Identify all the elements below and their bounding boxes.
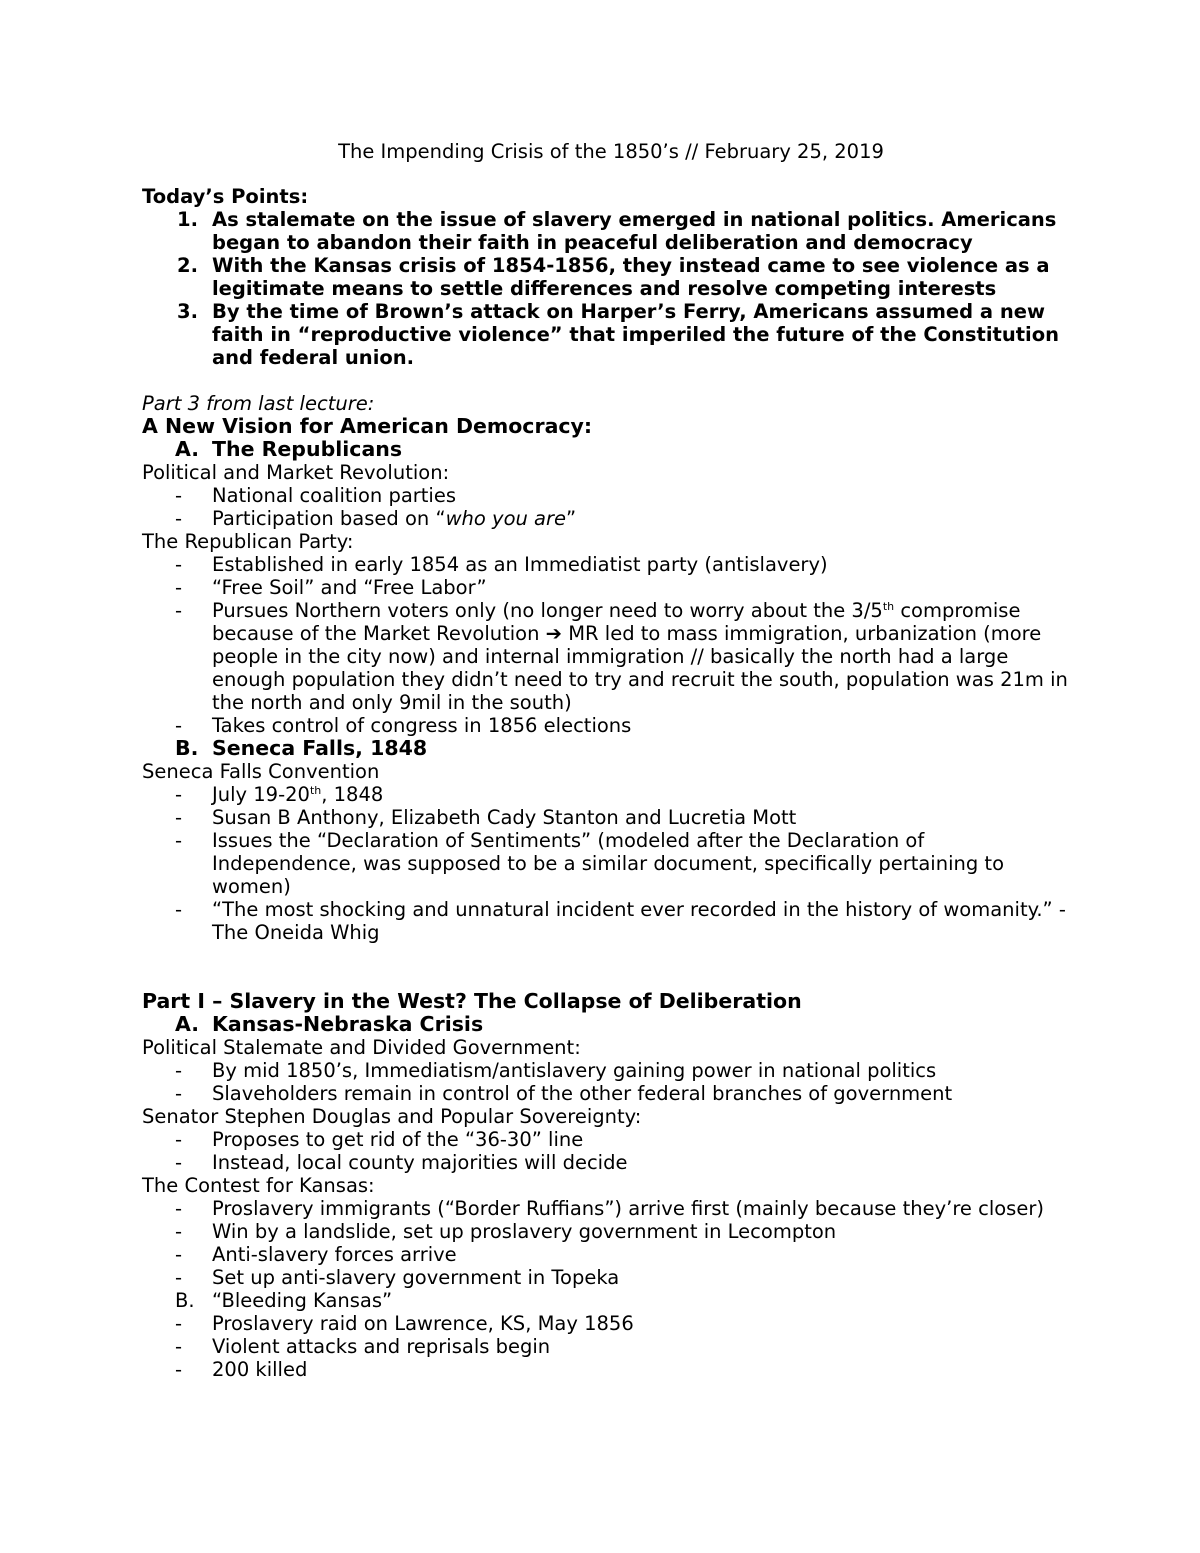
subsection-letter: B. [175, 736, 199, 760]
bullet-item [142, 806, 1072, 829]
part1-heading: Part I – Slavery in the West? The Collapse of Deliberation [142, 989, 802, 1013]
bullet-item [142, 1151, 1072, 1174]
bullet-text [212, 783, 1072, 806]
point-number: 3. [177, 300, 198, 323]
bullet-item [142, 714, 1072, 737]
subsection-heading [142, 438, 1072, 461]
bullet-item [142, 553, 1072, 576]
bullet-text: Win by a landslide, set up proslavery government in Lecompton [212, 1220, 837, 1243]
subsection-heading [142, 737, 1072, 760]
text-run: compromise because of the Market Revolution [212, 599, 1021, 645]
part3-heading: A New Vision for American Democracy: [142, 414, 593, 438]
bullet-text: Slaveholders remain in control of the other federal branches of government [212, 1082, 953, 1105]
bullet-text: Susan B Anthony, Elizabeth Cady Stanton and Lucretia Mott [212, 806, 797, 829]
bullet-marker: - [175, 714, 183, 737]
bullet-marker: - [175, 484, 183, 507]
topic-heading: Political Stalemate and Divided Government: [142, 1036, 581, 1059]
subsection-letter: A. [175, 1012, 200, 1036]
bullet-item [142, 829, 1072, 898]
text-run: , 1848 [321, 783, 384, 806]
bullet-marker: - [175, 576, 183, 599]
bullet-marker: - [175, 1128, 183, 1151]
bullet-marker: - [175, 806, 183, 829]
subsection-heading [142, 1289, 1072, 1312]
point-text: By the time of Brown’s attack on Harper’s Ferry, Americans assumed a new faith in “reproductive violence” that imperiled the future of the Constitution and federal union. [212, 300, 1060, 369]
bullet-marker: - [175, 1220, 183, 1243]
subsection-heading [142, 1013, 1072, 1036]
point-number: 1. [177, 208, 198, 231]
bullet-marker: - [175, 1312, 183, 1335]
bullet-text: 200 killed [212, 1358, 308, 1381]
topic-heading: Political and Market Revolution: [142, 461, 450, 484]
bullet-marker: - [175, 1197, 183, 1220]
bullet-item [142, 1128, 1072, 1151]
bullet-item [142, 898, 1072, 944]
document-title: The Impending Crisis of the 1850’s // February 25, 2019 [338, 140, 884, 163]
document-page [142, 140, 1072, 1381]
bullet-item [142, 783, 1072, 806]
bullet-text: Established in early 1854 as an Immediatist party (antislavery) [212, 553, 828, 576]
bullet-marker: - [175, 1082, 183, 1105]
bullet-item [142, 1220, 1072, 1243]
bullet-item [142, 1312, 1072, 1335]
arrow-right-icon: ➔ [545, 622, 563, 645]
bullet-text: Instead, local county majorities will decide [212, 1151, 628, 1174]
bullet-text: Anti-slavery forces arrive [212, 1243, 457, 1266]
bullet-marker: - [175, 1266, 183, 1289]
bullet-marker: - [175, 1335, 183, 1358]
text-run: MR led to mass immigration, urbanization (more people in the city now) and internal immigration // basically the north had a large enough population they didn’t need to try and recruit the south, population was 21m in the north and only 9mil in the south) [212, 622, 1068, 714]
topic-heading: The Contest for Kansas: [142, 1174, 375, 1197]
text-run: ” [566, 507, 577, 530]
bullet-text: Violent attacks and reprisals begin [212, 1335, 551, 1358]
text-run: July 19-20 [212, 783, 310, 806]
bullet-marker: - [175, 1151, 183, 1174]
bullet-text: Proslavery immigrants (“Border Ruffians”) arrive first (mainly because they’re closer) [212, 1197, 1044, 1220]
bullet-text: Issues the “Declaration of Sentiments” (modeled after the Declaration of Independence, was supposed to be a similar document, specifically pertaining to women) [212, 829, 1005, 898]
text-run: Participation based on “ [212, 507, 446, 530]
topic-heading: The Republican Party: [142, 530, 354, 553]
bullet-text: By mid 1850’s, Immediatism/antislavery gaining power in national politics [212, 1059, 937, 1082]
point-item [142, 208, 1072, 254]
bullet-text: Proslavery raid on Lawrence, KS, May 1856 [212, 1312, 634, 1335]
bullet-item [142, 484, 1072, 507]
bullet-item [142, 1082, 1072, 1105]
subsection-label: Kansas-Nebraska Crisis [212, 1012, 484, 1036]
bullet-item [142, 1059, 1072, 1082]
text-run: Pursues Northern voters only (no longer need to worry about the 3/5 [212, 599, 883, 622]
point-text: As stalemate on the issue of slavery emerged in national politics. Americans began to abandon their faith in peaceful deliberation and democracy [212, 208, 1057, 254]
superscript: th [882, 600, 895, 613]
point-text: With the Kansas crisis of 1854-1856, they instead came to see violence as a legitimate means to settle differences and resolve competing interests [212, 254, 1050, 300]
bullet-marker: - [175, 1358, 183, 1381]
bullet-text [212, 599, 1072, 714]
bullet-item [142, 1358, 1072, 1381]
bullet-item [142, 576, 1072, 599]
part3-intro: Part 3 from last lecture: [142, 392, 375, 415]
bullet-text: Takes control of congress in 1856 elections [212, 714, 632, 737]
bullet-marker: - [175, 1059, 183, 1082]
bullet-item [142, 1243, 1072, 1266]
bullet-text: Set up anti-slavery government in Topeka [212, 1266, 620, 1289]
topic-heading: Seneca Falls Convention [142, 760, 380, 783]
bullet-marker: - [175, 553, 183, 576]
subsection-label: The Republicans [212, 437, 403, 461]
todays-points-heading: Today’s Points: [142, 185, 309, 208]
bullet-marker: - [175, 783, 183, 806]
bullet-item [142, 1335, 1072, 1358]
bullet-marker: - [175, 507, 183, 530]
bullet-marker: - [175, 599, 183, 622]
bullet-text: “The most shocking and unnatural incident ever recorded in the history of womanity.” -The Oneida Whig [212, 898, 1066, 944]
subsection-label: Seneca Falls, 1848 [212, 736, 428, 760]
bullet-text: “Free Soil” and “Free Labor” [212, 576, 487, 599]
subsection-label: “Bleeding Kansas” [212, 1289, 393, 1312]
bullet-text [212, 507, 1072, 530]
bullet-item [142, 599, 1072, 714]
superscript: th [309, 784, 322, 797]
point-number: 2. [177, 254, 198, 277]
bullet-marker: - [175, 898, 183, 921]
bullet-item [142, 1197, 1072, 1220]
bullet-item [142, 1266, 1072, 1289]
bullet-marker: - [175, 829, 183, 852]
bullet-text: Proposes to get rid of the “36-30” line [212, 1128, 584, 1151]
point-item [142, 254, 1072, 300]
subsection-letter: B. [175, 1289, 195, 1312]
bullet-text: National coalition parties [212, 484, 457, 507]
bullet-item [142, 507, 1072, 530]
topic-heading: Senator Stephen Douglas and Popular Sovereignty: [142, 1105, 642, 1128]
subsection-letter: A. [175, 437, 200, 461]
emphasis-text: who you are [445, 507, 567, 530]
bullet-marker: - [175, 1243, 183, 1266]
point-item [142, 300, 1072, 369]
